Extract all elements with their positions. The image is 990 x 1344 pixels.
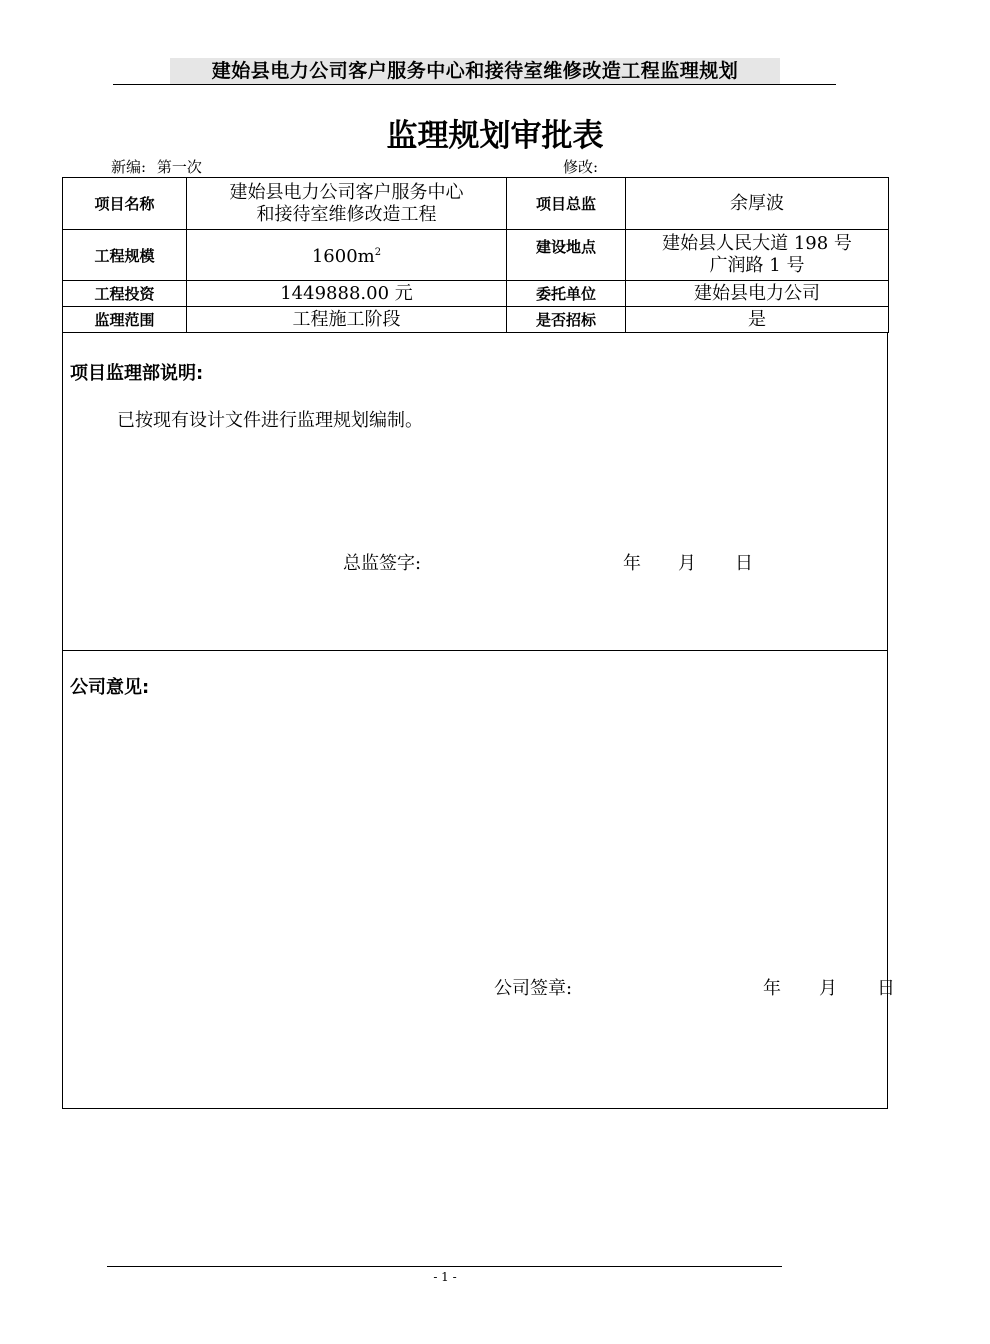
company-section: [62, 651, 895, 1109]
project-name-line1: 建始县电力公司客户服务中心: [229, 181, 464, 203]
scale-label: 工程规模: [63, 230, 187, 281]
scale-value: [187, 230, 507, 281]
project-info-table: [62, 177, 889, 333]
company-date-year: 年: [763, 978, 781, 999]
client-label: 委托单位: [507, 281, 626, 307]
edition-line: [111, 156, 202, 177]
department-heading: 项目监理部说明:: [70, 363, 204, 384]
chief-value: 余厚波: [626, 178, 889, 230]
scope-label: 监理范围: [63, 307, 187, 333]
site-line2: 广润路 1 号: [709, 255, 805, 276]
investment-value: 1449888.00 元: [187, 281, 507, 307]
department-text: 已按现有设计文件进行监理规划编制。: [117, 410, 423, 431]
revision-label: 修改:: [563, 158, 599, 176]
header-rule: [113, 84, 836, 85]
edition-value: 第一次: [156, 158, 202, 176]
chief-date-month: 月: [678, 553, 696, 574]
chief-date-day: 日: [735, 553, 753, 574]
project-name-label: 项目名称: [63, 178, 187, 230]
scale-unit-sup: 2: [374, 247, 382, 258]
company-heading: 公司意见:: [70, 677, 150, 698]
site-line1: 建始县人民大道 198 号: [662, 233, 852, 254]
scope-value: 工程施工阶段: [187, 307, 507, 333]
investment-label: 工程投资: [63, 281, 187, 307]
table-row: [63, 281, 889, 307]
company-date-day: 日: [877, 978, 895, 999]
project-name-value: [187, 178, 507, 230]
tender-label: 是否招标: [507, 307, 626, 333]
table-row: [63, 307, 889, 333]
department-section: [62, 333, 888, 651]
table-row: [63, 178, 889, 230]
edition-label: 新编:: [111, 158, 147, 176]
document-title: 监理规划审批表: [386, 118, 604, 154]
footer-rule: [107, 1266, 782, 1267]
company-signature-label: 公司签章:: [494, 978, 573, 999]
project-name-line2: 和接待室维修改造工程: [256, 203, 437, 225]
chief-date-year: 年: [623, 553, 641, 574]
scale-number: 1600m: [311, 246, 375, 267]
site-label: 建设地点: [507, 230, 626, 281]
chief-signature-label: 总监签字:: [343, 553, 422, 574]
company-date-month: 月: [819, 978, 837, 999]
site-value: [626, 230, 889, 281]
table-row: [63, 230, 889, 281]
page-number: - 1 -: [433, 1270, 457, 1284]
chief-label: 项目总监: [507, 178, 626, 230]
client-value: 建始县电力公司: [626, 281, 889, 307]
tender-value: 是: [626, 307, 889, 333]
running-header-title: 建始县电力公司客户服务中心和接待室维修改造工程监理规划: [170, 58, 780, 84]
